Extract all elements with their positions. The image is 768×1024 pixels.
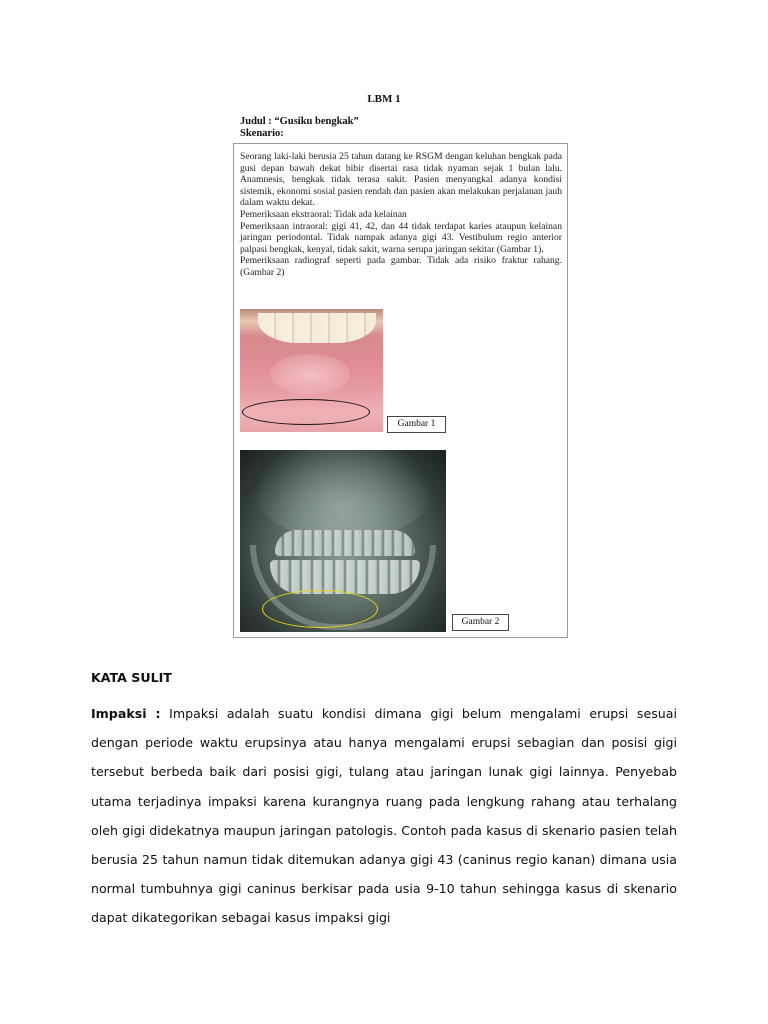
lesion-marker-oval: [242, 399, 370, 425]
term-definition: Impaksi adalah suatu kondisi dimana gigi belum mengalami erupsi sesuai dengan periode waktu erupsinya atau hanya mengalami erupsi sebagian dan posisi gigi tersebut berbeda baik dari posisi gigi, tulang atau jaringan lunak gigi lainnya. Penyebab utama terjadinya impaksi karena kurangnya ruang pada lengkung rahang atau terhalang oleh gigi didekatnya maupun jaringan patologis. Contoh pada kasus di skenario pasien telah berusia 25 tahun namun tidak ditemukan adanya gigi 43 (caninus regio kanan) dimana usia normal tumbuhnya gigi caninus berkisar pada usia 9-10 tahun sehingga kasus di skenario dapat dikategorikan sebagai kasus impaksi gigi: [91, 706, 677, 926]
scenario-paragraph: Pemeriksaan intraoral: gigi 41, 42, dan 44 tidak terdapat karies ataupun kelainan jaringan periodontal. Tidak nampak adanya gigi 43. Vestibulum regio anterior palpasi bengkak, kenyal, tidak sakit, warna serupa jaringan sekitar (Gambar 1).: [240, 220, 562, 255]
scenario-paragraph: Pemeriksaan radiograf seperti pada gambar. Tidak ada risiko fraktur rahang. (Gambar 2): [240, 255, 562, 278]
scenario-title: Judul : “Gusiku bengkak”: [240, 116, 359, 127]
lower-teeth: [270, 560, 420, 594]
document-title: LBM 1: [367, 93, 401, 105]
gum-tissue: [270, 354, 350, 394]
scenario-text: [240, 151, 562, 279]
scenario-paragraph: Pemeriksaan ekstraoral: Tidak ada kelainan: [240, 208, 407, 220]
lower-teeth: [258, 313, 376, 343]
skull-shadow: [250, 450, 436, 540]
term-label: Impaksi :: [91, 706, 161, 721]
definition-paragraph: [91, 699, 677, 933]
figure2-caption: Gambar 2: [452, 614, 509, 631]
figure1-caption: Gambar 1: [387, 416, 446, 433]
scenario-label: Skenario:: [240, 128, 284, 139]
panoramic-radiograph: [240, 450, 446, 632]
upper-teeth: [275, 530, 415, 556]
intraoral-photo: [240, 309, 383, 432]
impacted-tooth-marker-oval: [262, 590, 378, 628]
scenario-paragraph: Seorang laki-laki berusia 25 tahun datang ke RSGM dengan keluhan bengkak pada gusi depan bawah dekat bibir disertai rasa tidak nyaman sejak 1 bulan lalu. Anamnesis, bengkak tidak terasa sakit. Pasien menyangkal adanya kondisi sistemik, ekonomi sosial pasien rendah dan pasien akan melakukan perjalanan jauh dalam waktu dekat.: [240, 151, 562, 209]
section-heading: KATA SULIT: [91, 670, 172, 685]
scenario-box: [233, 143, 568, 638]
